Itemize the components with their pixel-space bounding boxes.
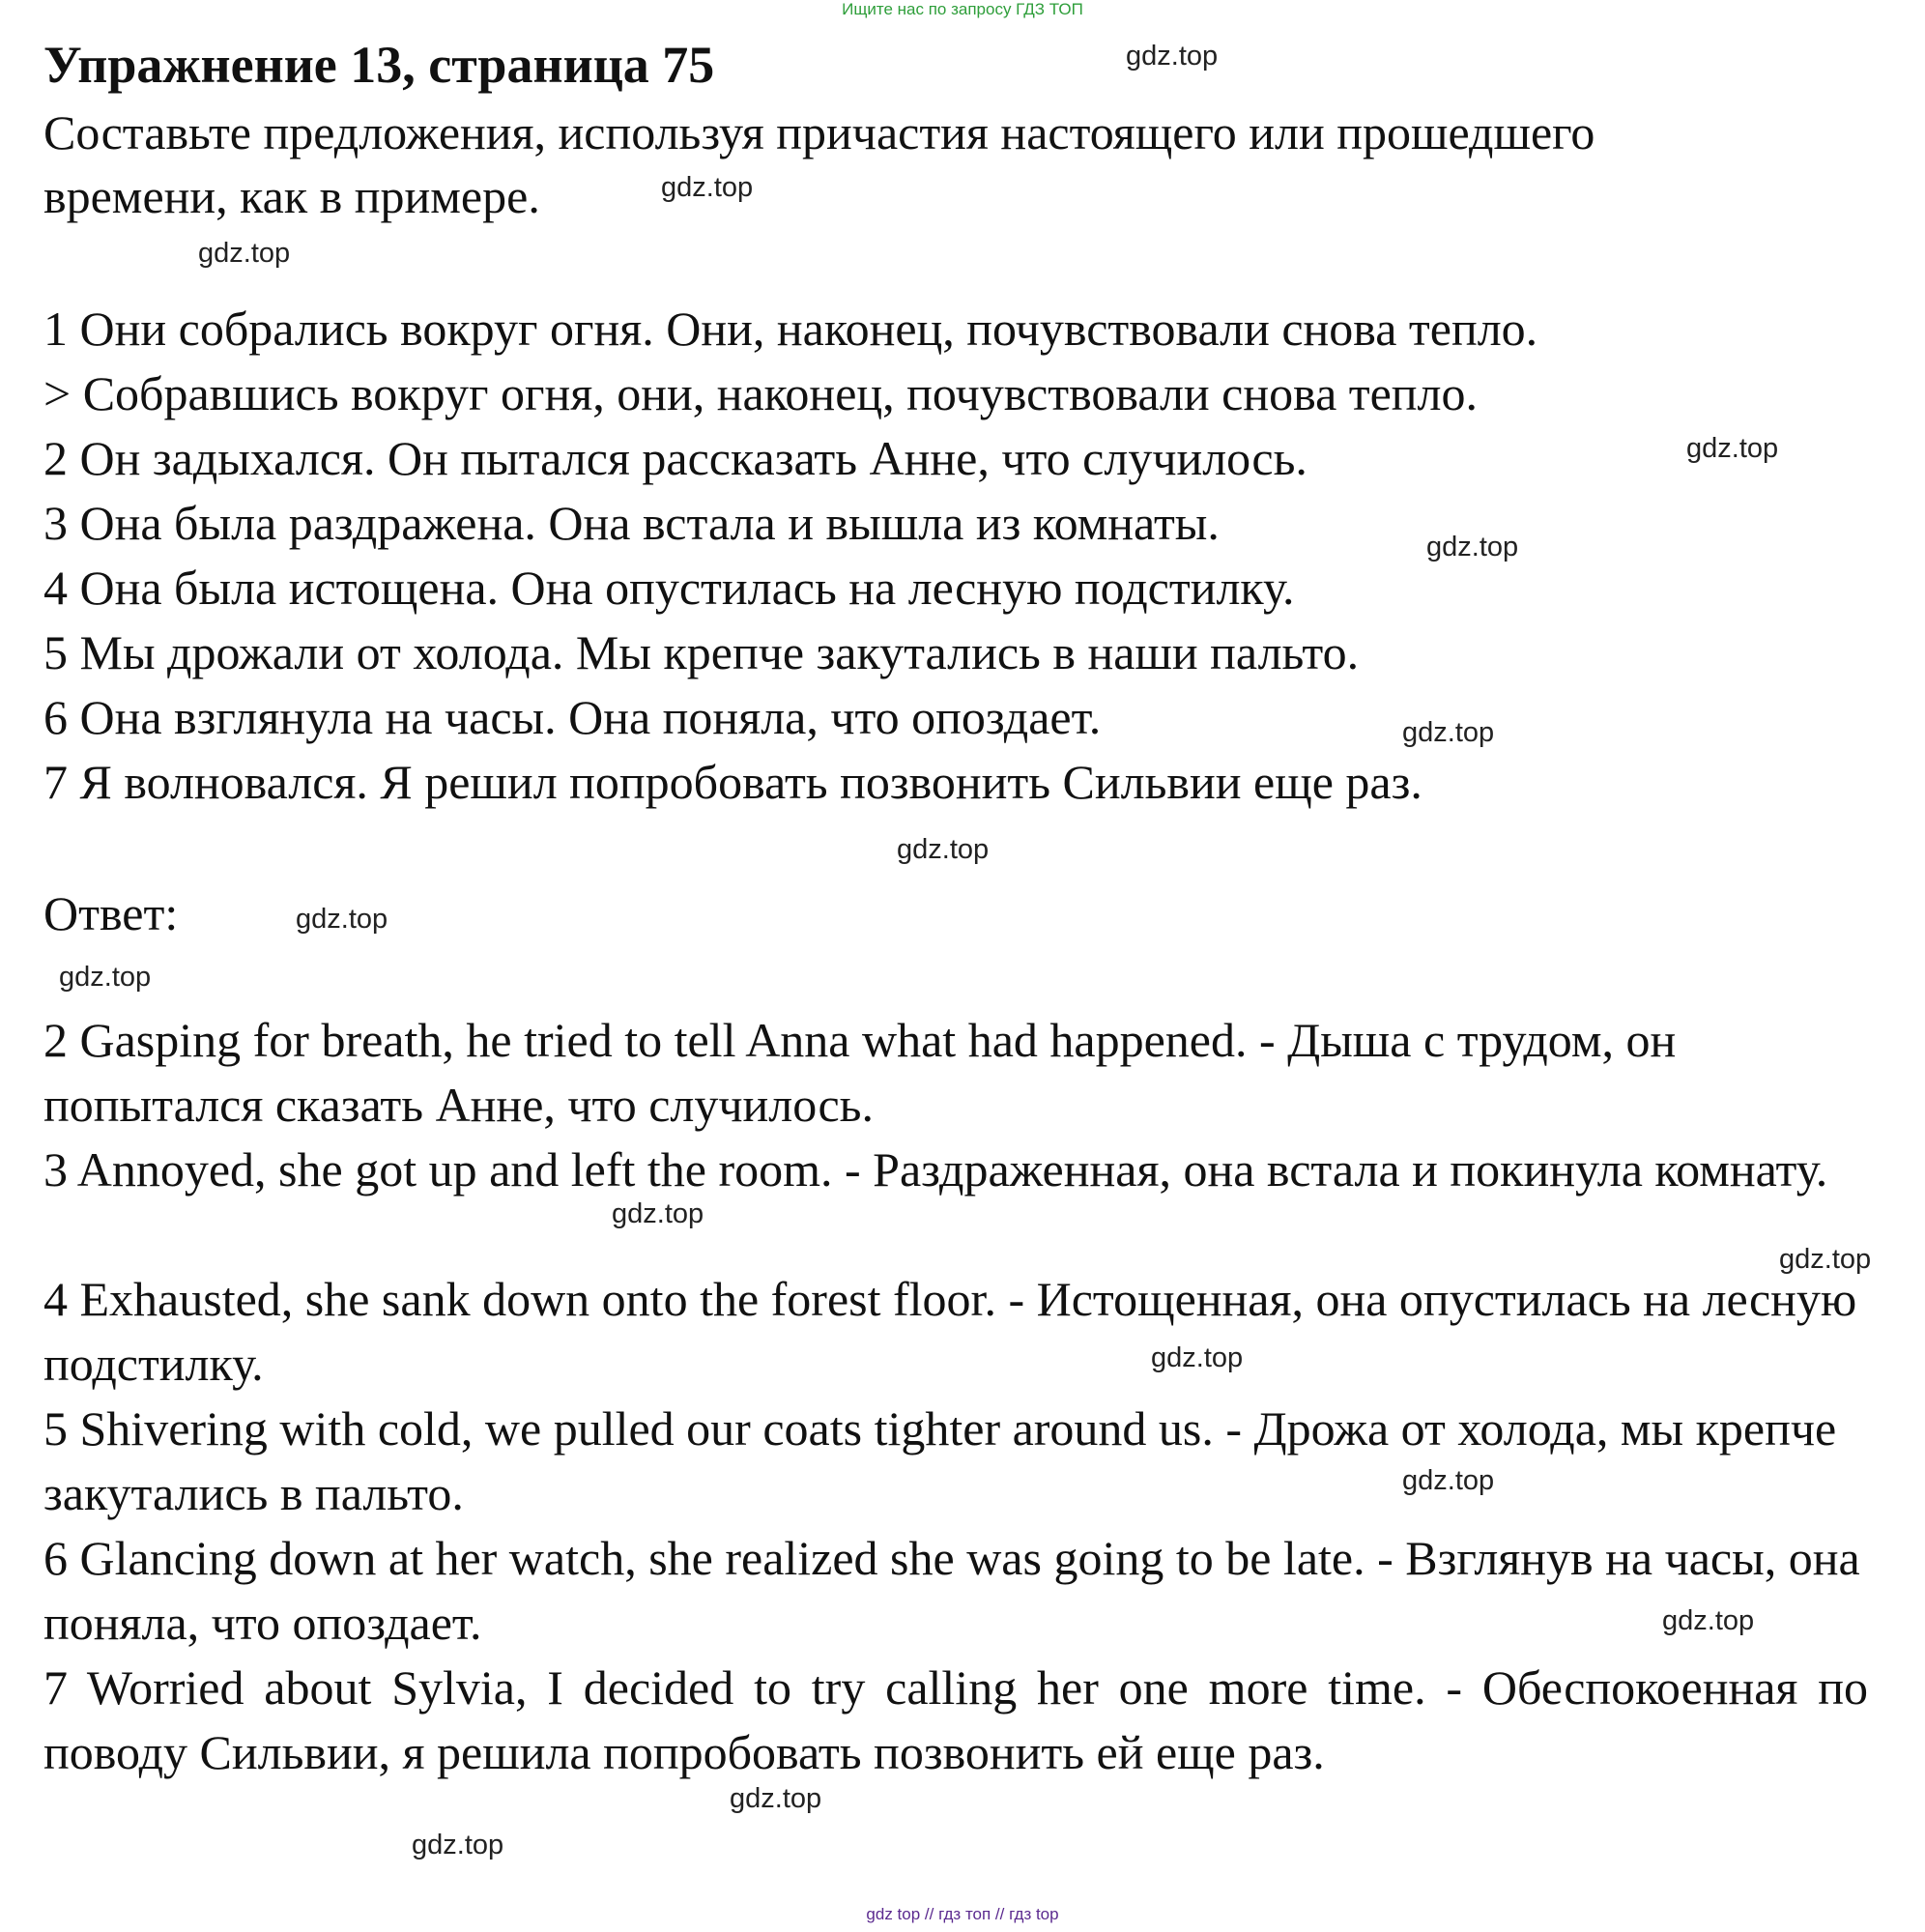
watermark: gdz.top: [1126, 41, 1219, 72]
task-item: 5 Мы дрожали от холода. Мы крепче закутались в наши пальто.: [43, 625, 1360, 679]
watermark: gdz.top: [1686, 433, 1779, 464]
task-item: 7 Я волновался. Я решил попробовать позвонить Сильвии еще раз.: [43, 755, 1422, 809]
task-item: 2 Он задыхался. Он пытался рассказать Анне, что случилось.: [43, 431, 1307, 485]
watermark: gdz.top: [1402, 1465, 1495, 1496]
task-item: 1 Они собрались вокруг огня. Они, наконец, почувствовали снова тепло.: [43, 302, 1538, 356]
task-item: 6 Она взглянула на часы. Она поняла, что опоздает.: [43, 690, 1102, 744]
answer-item: 5 Shivering with cold, we pulled our coats tighter around us. - Дрожа от холода, мы крепче закутались в пальто.: [43, 1401, 1837, 1520]
watermark: gdz.top: [412, 1830, 504, 1860]
answer-item: 4 Exhausted, she sank down onto the forest floor. - Истощенная, она опустилась на лесную подстилку.: [43, 1272, 1857, 1391]
watermark: gdz.top: [59, 962, 152, 993]
watermark: gdz.top: [1151, 1342, 1244, 1373]
answer-label: Ответ:: [43, 886, 179, 940]
watermark: gdz.top: [1426, 532, 1519, 562]
watermark: gdz.top: [1402, 717, 1495, 748]
bottom-banner: gdz top // гдз топ // гдз top: [866, 1905, 1059, 1923]
watermark: gdz.top: [897, 834, 990, 865]
instruction-line-1: Составьте предложения, используя причастия настоящего или прошедшего: [43, 105, 1595, 159]
answer-item: 2 Gasping for breath, he tried to tell Anna what had happened. - Дыша с трудом, он попытался сказать Анне, что случилось.: [43, 1013, 1677, 1132]
page-title: Упражнение 13, страница 75: [43, 36, 715, 94]
watermark: gdz.top: [198, 238, 291, 269]
top-banner: Ищите нас по запросу ГДЗ ТОП: [842, 0, 1083, 18]
watermark: gdz.top: [612, 1198, 704, 1229]
watermark: gdz.top: [730, 1783, 822, 1814]
task-example-answer: > Собравшись вокруг огня, они, наконец, почувствовали снова тепло.: [43, 366, 1479, 420]
instruction-line-2: времени, как в примере.: [43, 169, 540, 223]
task-item: 4 Она была истощена. Она опустилась на лесную подстилку.: [43, 561, 1295, 615]
answer-item: 7 Worried about Sylvia, I decided to try calling her one more time. - Обеспокоенная по поводу Сильвии, я решила попробовать позвонить ей еще раз.: [43, 1660, 1868, 1779]
watermark: gdz.top: [661, 172, 754, 203]
task-item: 3 Она была раздражена. Она встала и вышла из комнаты.: [43, 496, 1220, 550]
watermark: gdz.top: [296, 904, 388, 935]
answer-item: 3 Annoyed, she got up and left the room. - Раздраженная, она встала и покинула комнату.: [43, 1142, 1828, 1197]
answer-item: 6 Glancing down at her watch, she realized she was going to be late. - Взглянув на часы, она поняла, что опоздает.: [43, 1531, 1860, 1650]
watermark: gdz.top: [1779, 1244, 1872, 1275]
watermark: gdz.top: [1662, 1605, 1755, 1636]
